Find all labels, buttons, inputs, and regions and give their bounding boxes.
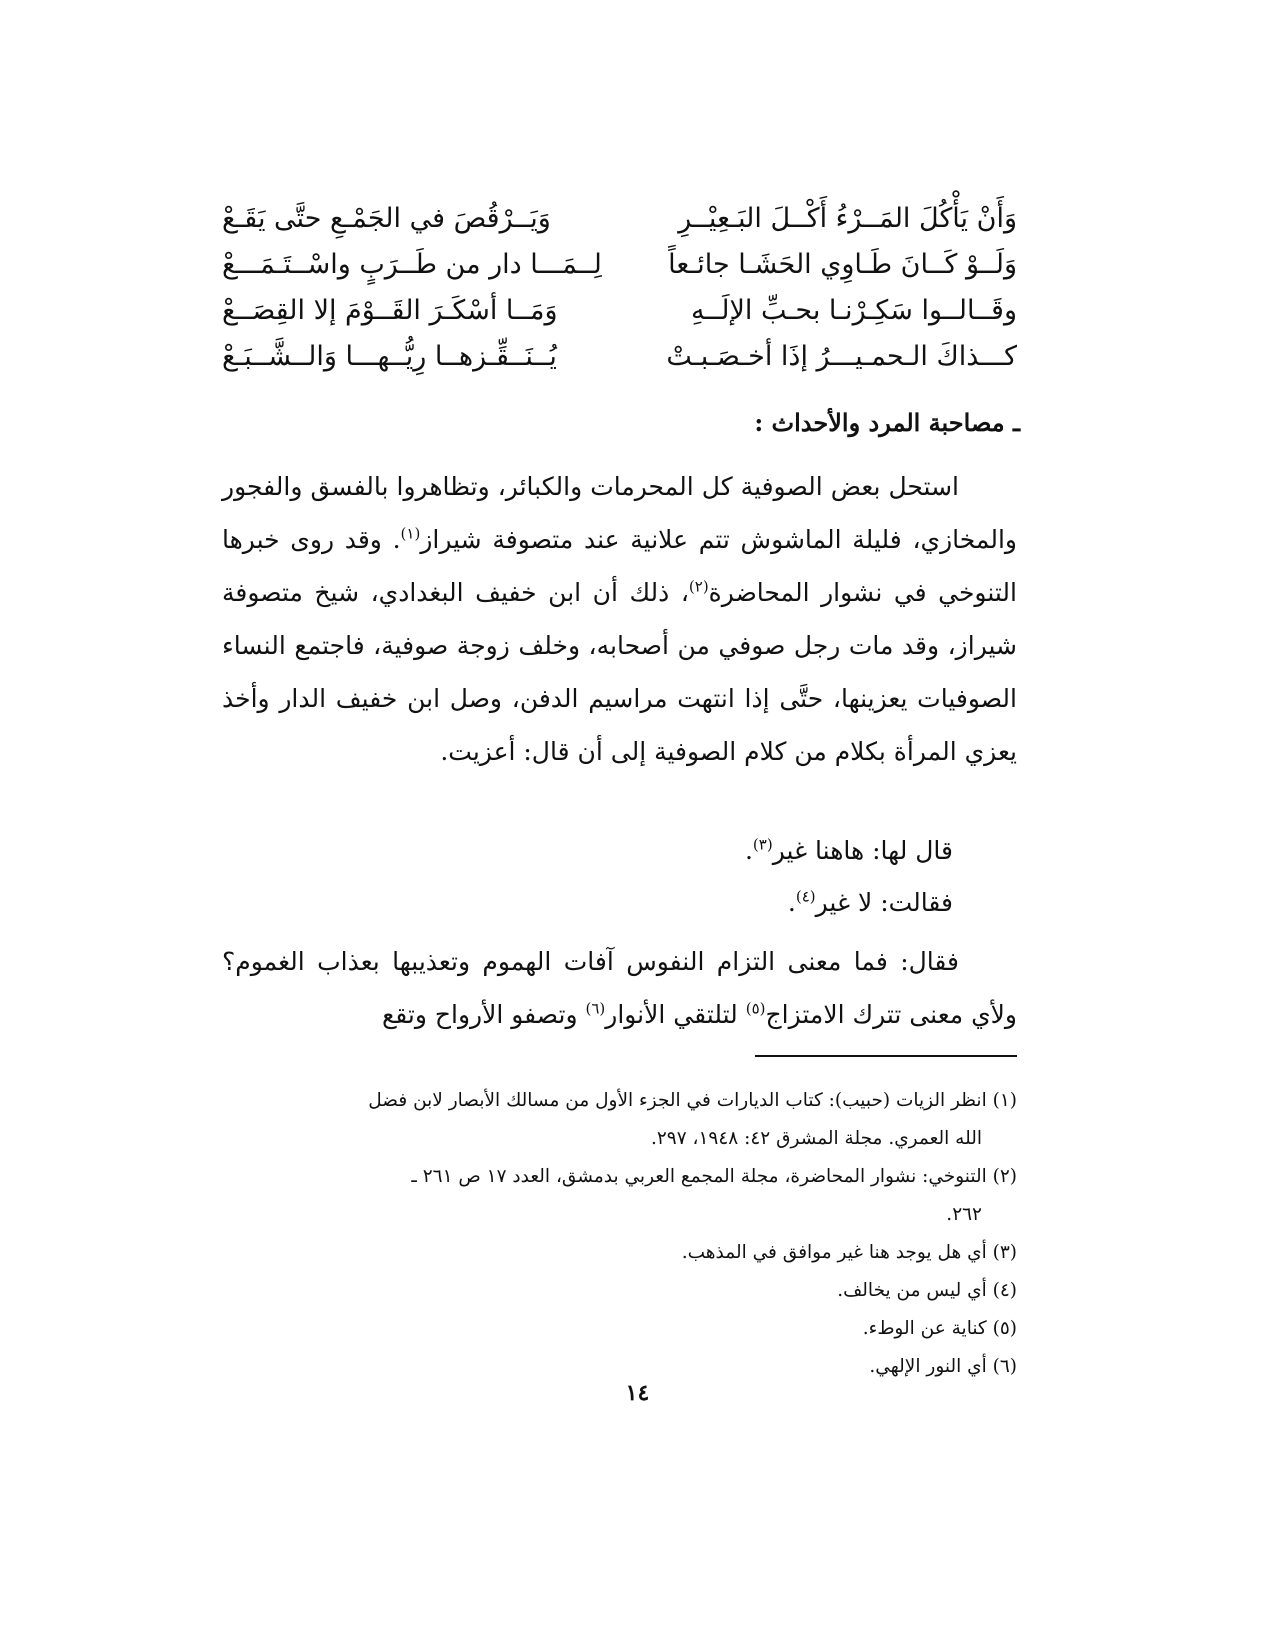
footnote-number: (٤) xyxy=(992,1280,1017,1301)
footnote-ref: (٤) xyxy=(795,887,816,906)
footnote-number: (١) xyxy=(992,1090,1017,1111)
footnote xyxy=(212,1082,1017,1158)
footnote-number: (٣) xyxy=(992,1242,1017,1263)
footnote-ref: (١) xyxy=(400,524,421,543)
footnote-text: أي هل يوجد هنا غير موافق في المذهب. xyxy=(681,1242,987,1263)
footnote-text: أي ليس من يخالف. xyxy=(837,1280,987,1301)
footnote-continuation: ٢٦٢. xyxy=(946,1204,982,1225)
footnotes xyxy=(212,1082,1017,1386)
footnote xyxy=(212,1310,1017,1348)
footnote xyxy=(212,1272,1017,1310)
footnote-ref: (٥) xyxy=(745,999,766,1018)
page-number: ١٤ xyxy=(625,1380,650,1406)
paragraph-2 xyxy=(222,935,1017,1041)
verse-second-hemistich: يُــنَــقِّـزهــا رِيُّــهـــا وَالــشَّــبَـعْ xyxy=(222,340,557,372)
footnote-text: كناية عن الوطء. xyxy=(862,1318,987,1339)
paragraph-1 xyxy=(222,460,1017,778)
dialogue-line xyxy=(745,825,953,877)
footnote-number: (٥) xyxy=(992,1318,1017,1339)
verse-first-hemistich: وَلَــوْ كَــانَ طَـاوِي الحَشَـا جائـعاً xyxy=(668,248,1017,280)
section-heading: ـ مصاحبة المرد والأحداث : xyxy=(754,408,1020,437)
dialogue-end: . xyxy=(744,836,753,865)
paragraph-text: ، ذلك أن ابن خفيف البغدادي، شيخ متصوفة شيراز، وقد مات رجل صوفي من أصحابه، وخلف زوجة صوفية، فاجتمع النساء الصوفيات يعزينها، حتَّى إذا انتهت مراسيم الدفن، وصل ابن خفيف الدار وأخذ يعزي المرأة بكلام من كلام الصوفية إلى أن قال: أعزيت. xyxy=(222,578,1017,766)
footnote-continuation: الله العمري. مجلة المشرق ٤٢: ١٩٤٨، ٢٩٧. xyxy=(650,1128,982,1149)
footnote-ref: (٢) xyxy=(688,577,709,596)
verse-second-hemistich: وَمَــا أسْكَـرَ القَــوْمَ إلا القِصَــعْ xyxy=(222,294,558,326)
dialogue-text: فقالت: لا غير xyxy=(815,888,953,917)
paragraph-text: . وقد روى خبرها التنوخي في نشوار المحاضرة xyxy=(222,525,1017,607)
verse-second-hemistich: وَيَــرْقُصَ في الجَمْـعِ حتَّى يَقَـعْ xyxy=(222,202,551,234)
footnote-text: أي النور الإلهي. xyxy=(869,1356,987,1377)
verse-first-hemistich: وقَــالــوا سَكِـرْنـا بحـبِّ الإلَــهِ xyxy=(690,294,1017,326)
paragraph-text: وتصفو الأرواح وتقع xyxy=(381,1000,586,1029)
footnote xyxy=(212,1158,1017,1234)
footnote-number: (٢) xyxy=(992,1166,1017,1187)
dialogue-line xyxy=(788,877,953,929)
poem-verse xyxy=(222,287,1017,333)
dialogue-end: . xyxy=(787,888,796,917)
poem-block xyxy=(222,195,1017,379)
footnote-text: التنوخي: نشوار المحاضرة، مجلة المجمع العربي بدمشق، العدد ١٧ ص ٢٦١ ـ xyxy=(411,1166,987,1187)
footnote-text: انظر الزيات (حبيب): كتاب الديارات في الجزء الأول من مسالك الأبصار لابن فضل xyxy=(368,1090,987,1111)
paragraph-text: استحل بعض الصوفية كل المحرمات والكبائر، وتظاهروا بالفسق والفجور والمخازي، فليلة الماشوش تتم علانية عند متصوفة شيراز xyxy=(222,472,1017,554)
dialogue-text: قال لها: هاهنا غير xyxy=(772,836,953,865)
footnote-divider xyxy=(755,1055,1017,1057)
footnote-number: (٦) xyxy=(992,1356,1017,1377)
footnote-ref: (٣) xyxy=(752,835,773,854)
paragraph-text: فقال: فما معنى التزام النفوس آفات الهموم وتعذيبها بعذاب الغموم؟ ولأي معنى تترك الامتزاج xyxy=(222,947,1017,1029)
poem-verse xyxy=(222,195,1017,241)
verse-second-hemistich: لِــمَـــا دار من طَــرَبٍ واسْــتَـمَـــعْ xyxy=(222,248,602,280)
poem-verse xyxy=(222,333,1017,379)
poem-verse xyxy=(222,241,1017,287)
verse-first-hemistich: وَأَنْ يَأْكُلَ المَــرْءُ أَكْــلَ البَـعِيْــرِ xyxy=(678,202,1017,234)
paragraph-text: لتلتقي الأنوار xyxy=(605,1000,746,1029)
verse-first-hemistich: كـــذاكَ الـحمـيـــرُ إذَا أخـصَـبـتْ xyxy=(666,340,1017,372)
footnote-ref: (٦) xyxy=(585,999,606,1018)
footnote xyxy=(212,1234,1017,1272)
